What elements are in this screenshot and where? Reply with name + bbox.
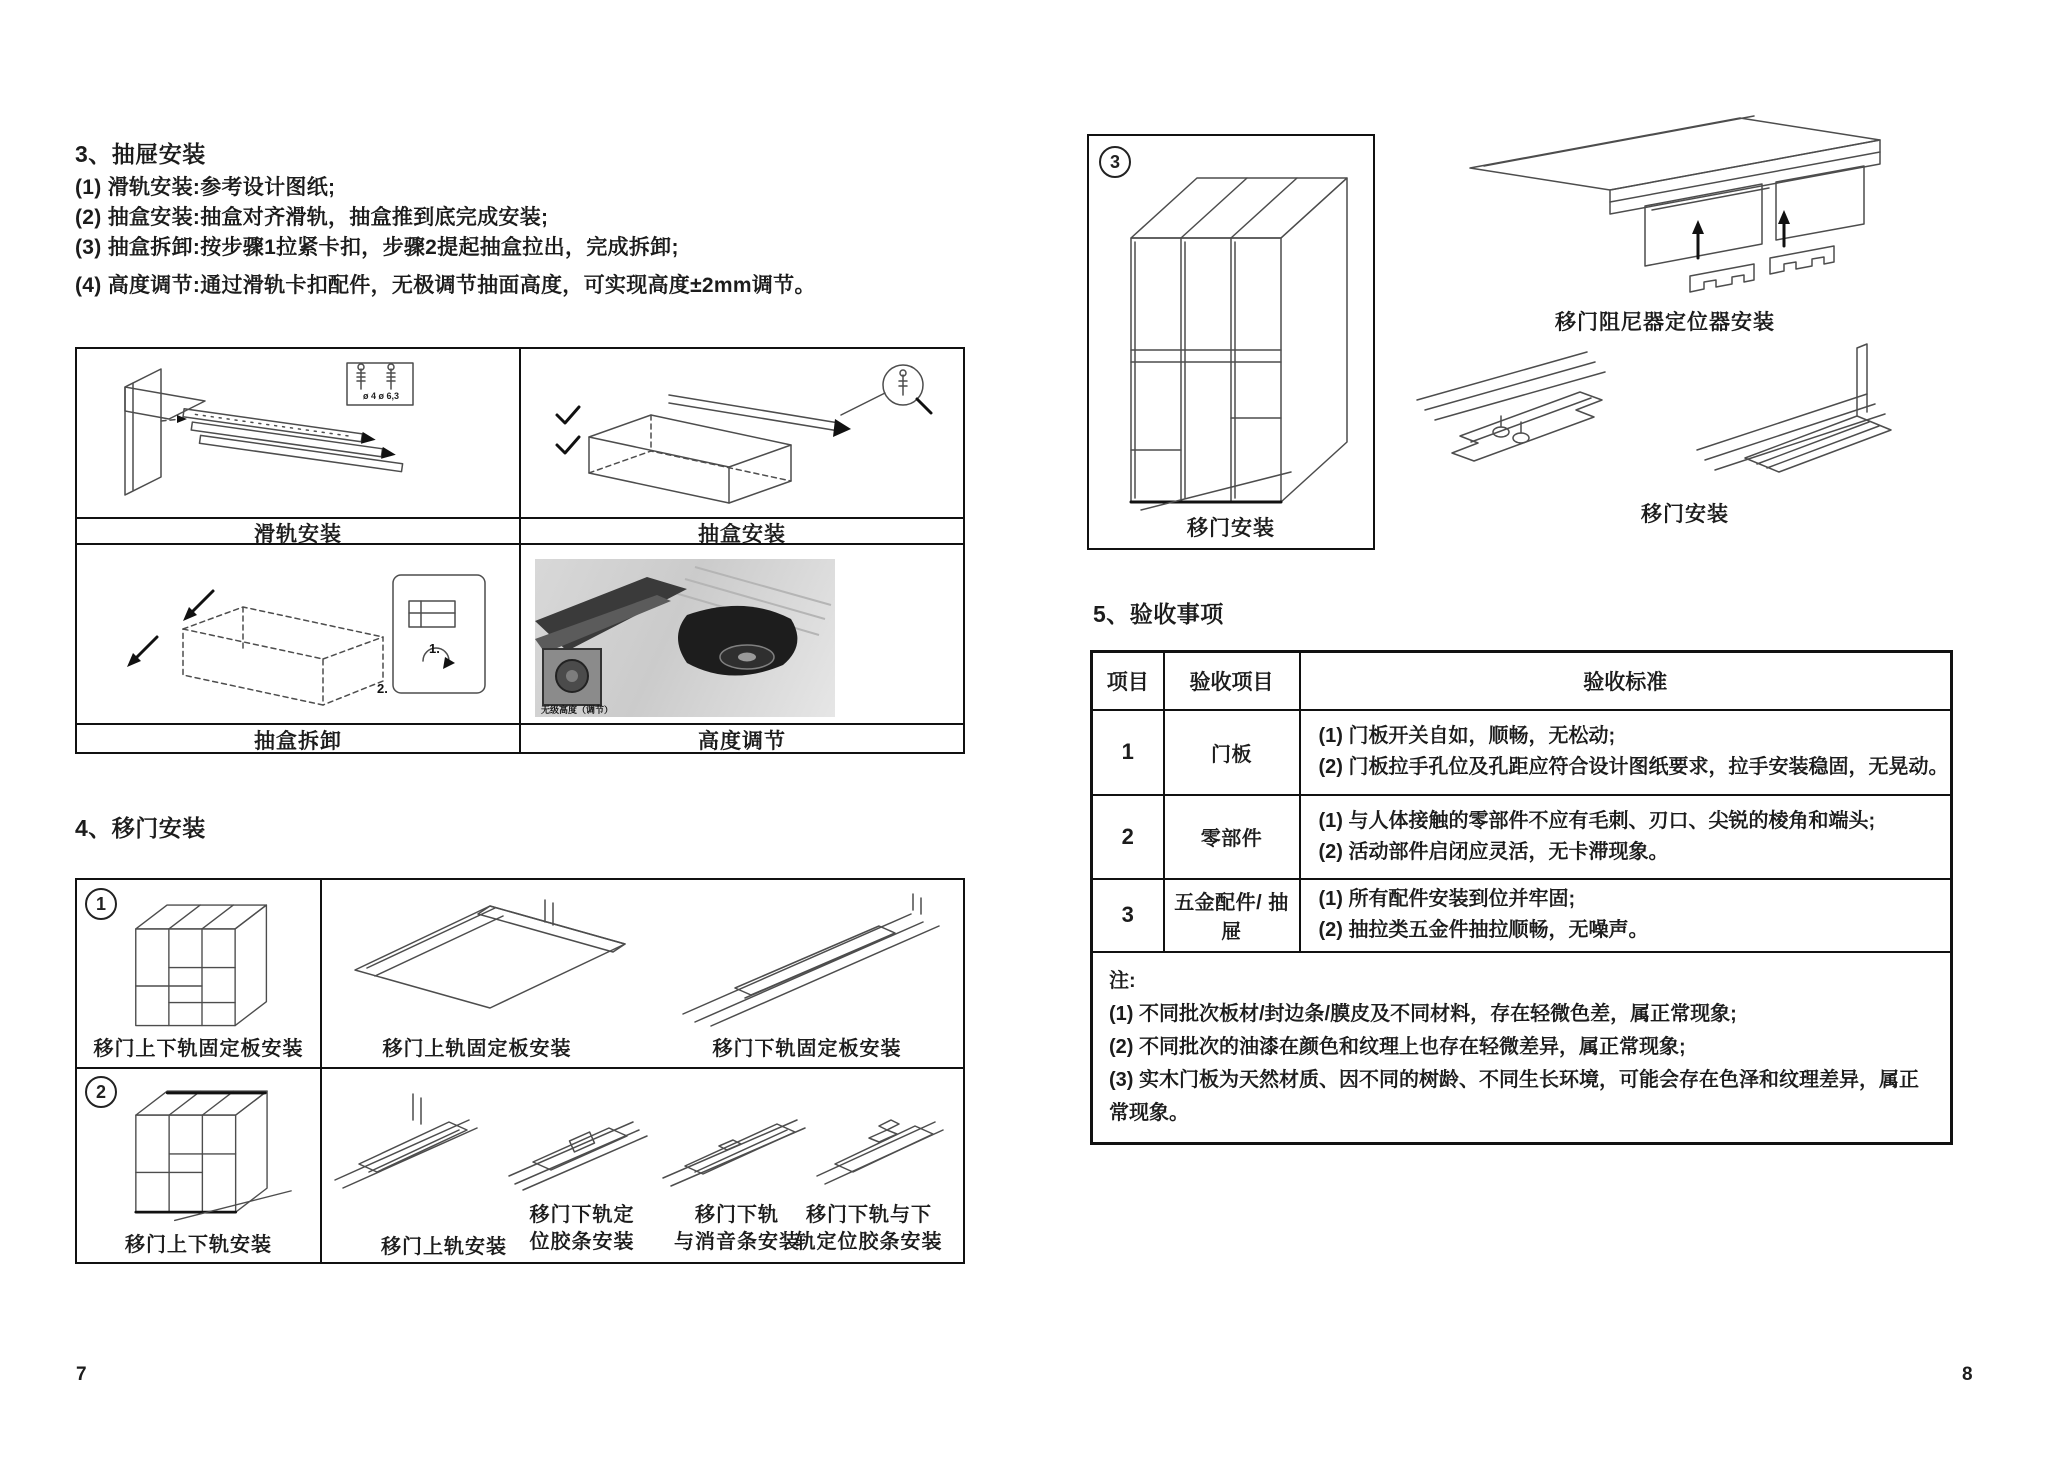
- bottom-rail-plate-diagram: [675, 892, 955, 1030]
- slide-rail-diagram: [95, 357, 505, 509]
- section3-item-2: (2) 抽盒安装:抽盒对齐滑轨，抽盒推到底完成安装;: [75, 206, 549, 229]
- section4-heading: 4、移门安装: [75, 815, 206, 841]
- label-bottom-b: [517, 1202, 647, 1256]
- table-row: [1092, 879, 1952, 952]
- row1-criteria: [1300, 710, 1952, 795]
- wardrobe-frame-diagram: [117, 894, 287, 1032]
- table-header-row: [1092, 652, 1952, 710]
- label-bottom-d-line2: 轨定位胶条安装: [795, 1231, 943, 1253]
- label-damper-positioner: 移门阻尼器定位器安装: [1555, 311, 1775, 334]
- row2-criteria-2: (2) 活动部件启闭应灵活，无卡滞现象。: [1318, 840, 1669, 863]
- row2-no: 2: [1092, 795, 1164, 879]
- door-rail-sections-diagram: [1405, 340, 1971, 496]
- acceptance-table: [1090, 650, 1953, 1145]
- row3-criteria-1: (1) 所有配件安装到位并牢固;: [1318, 888, 1576, 910]
- label-bottom-b-line1: 移门下轨定: [529, 1204, 635, 1226]
- label-bottom-a: 移门上轨安装: [381, 1236, 507, 1258]
- page-number-left: 7: [76, 1364, 87, 1385]
- row1-criteria-1: (1) 门板开关自如，顺畅，无松动;: [1318, 725, 1616, 747]
- grid2-column-divider: [320, 880, 322, 1262]
- sliding-door-grid: [75, 878, 965, 1264]
- note-3: (3) 实木门板为天然材质、因不同的树龄、不同生长环境，可能会存在色泽和纹理差异，属正常现象。: [1109, 1068, 1919, 1124]
- label-drawer-box: 抽盒安装: [698, 523, 786, 546]
- table-notes-row: [1092, 952, 1952, 1144]
- step1-badge: 1: [85, 888, 117, 920]
- height-adjust-photo-art: [535, 559, 835, 717]
- bottom-rail-silencer-diagram: [659, 1080, 819, 1198]
- table-row: [1092, 710, 1952, 795]
- label-top-a: 移门上轨固定板安装: [382, 1038, 572, 1060]
- height-adjust-caption: 无级高度（调节）: [541, 705, 614, 715]
- row3-no: 3: [1092, 879, 1164, 952]
- removal-step2-label: 2.: [377, 681, 388, 696]
- note-2: (2) 不同批次的油漆在颜色和纹理上也存在轻微差异，属正常现象;: [1109, 1035, 1686, 1058]
- note-1: (1) 不同批次板材/封边条/膜皮及不同材料，存在轻微色差，属正常现象;: [1109, 1002, 1737, 1025]
- row3-criteria: [1300, 879, 1952, 952]
- label-bottom-b-line2: 位胶条安装: [529, 1231, 635, 1253]
- removal-step1-label: 1.: [429, 641, 440, 656]
- row2-criteria: [1300, 795, 1952, 879]
- label-bottom-c-line1: 移门下轨: [695, 1204, 779, 1226]
- step2-badge: 2: [85, 1076, 117, 1108]
- section3-item-3: (3) 抽盒拆卸:按步骤1拉紧卡扣，步骤2提起抽盒拉出，完成拆卸;: [75, 236, 679, 259]
- row2-item: 零部件: [1164, 795, 1300, 879]
- label-height-adjust: 高度调节: [698, 730, 786, 753]
- label-bottom-c: [667, 1202, 807, 1256]
- grid1-column-divider: [519, 349, 521, 752]
- top-rail-plate-diagram: [345, 892, 635, 1030]
- sliding-door-step3-box: [1087, 134, 1375, 550]
- header-item: 验收项目: [1164, 652, 1300, 710]
- label-slide-rail: 滑轨安装: [254, 523, 342, 546]
- screw-size-caption: ø 4 ø 6,3: [362, 391, 399, 401]
- table-row: [1092, 795, 1952, 879]
- bottom-rail-gasket-diagram: [505, 1080, 655, 1198]
- drawer-removal-diagram: [91, 549, 511, 717]
- label-wardrobe-install: 移门安装: [1187, 517, 1275, 540]
- section3-heading: 3、抽屉安装: [75, 141, 206, 167]
- row1-criteria-2: (2) 门板拉手孔位及孔距应符合设计图纸要求，拉手安装稳固，无晃动。: [1318, 756, 1949, 778]
- grid2-row-divider: [77, 1067, 963, 1069]
- label-door-install: 移门安装: [1641, 503, 1729, 526]
- section3-item-4: (4) 高度调节:通过滑轨卡扣配件，无极调节抽面高度，可实现高度±2mm调节。: [75, 274, 816, 297]
- wardrobe-rails-diagram: [117, 1080, 297, 1226]
- row1-no: 1: [1092, 710, 1164, 795]
- label-bottom-c-line2: 与消音条安装: [674, 1231, 800, 1253]
- drawer-box-diagram: [529, 357, 959, 509]
- label-left-top: 移门上下轨固定板安装: [93, 1038, 304, 1060]
- label-left-bottom: 移门上下轨安装: [125, 1234, 272, 1256]
- header-no: 项目: [1092, 652, 1164, 710]
- drawer-install-grid: [75, 347, 965, 754]
- label-top-b: 移门下轨固定板安装: [712, 1038, 902, 1060]
- section5-heading: 5、验收事项: [1093, 601, 1224, 627]
- page-number-right: 8: [1962, 1364, 1973, 1385]
- height-adjust-photo: [535, 559, 835, 717]
- notes-title: 注:: [1109, 969, 1136, 992]
- row3-criteria-2: (2) 抽拉类五金件抽拉顺畅，无噪声。: [1318, 919, 1649, 941]
- label-bottom-d: [789, 1202, 949, 1256]
- top-rail-install-diagram: [329, 1080, 494, 1198]
- label-bottom-d-line1: 移门下轨与下: [806, 1204, 932, 1226]
- label-drawer-remove: 抽盒拆卸: [254, 730, 342, 753]
- section3-item-1: (1) 滑轨安装:参考设计图纸;: [75, 176, 336, 199]
- notes-cell: [1092, 952, 1952, 1144]
- header-criteria: 验收标准: [1300, 652, 1952, 710]
- damper-positioner-diagram: [1440, 106, 1900, 306]
- row2-criteria-1: (1) 与人体接触的零部件不应有毛刺、刃口、尖锐的棱角和端头;: [1318, 809, 1876, 832]
- bottom-rail-gasket2-diagram: [813, 1076, 955, 1198]
- row1-item: 门板: [1164, 710, 1300, 795]
- row3-item: 五金配件/ 抽屉: [1164, 879, 1300, 952]
- wardrobe-doors-diagram: [1105, 160, 1357, 512]
- step3-badge: 3: [1099, 146, 1131, 178]
